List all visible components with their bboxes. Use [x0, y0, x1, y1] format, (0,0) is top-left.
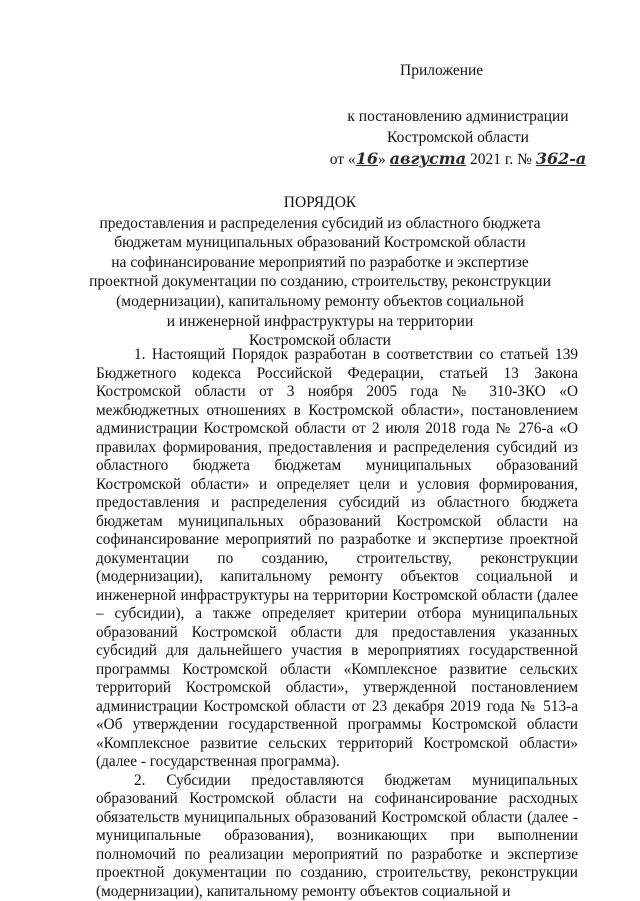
- title-line: бюджетам муниципальных образований Костромской области: [80, 233, 560, 253]
- handwritten-month: августа: [390, 149, 466, 168]
- date-prefix: от «: [330, 151, 356, 168]
- title-line: проектной документации по созданию, строительству, реконструкции: [80, 272, 560, 292]
- date-year: 2021 г. №: [466, 151, 536, 168]
- reference-line-2: Костромской области: [318, 127, 598, 148]
- title-line: (модернизации), капитальному ремонту объектов социальной: [80, 292, 560, 312]
- title-heading: ПОРЯДОК: [80, 193, 560, 213]
- handwritten-day: 16: [356, 149, 378, 168]
- title-line: предоставления и распределения субсидий из областного бюджета: [80, 214, 560, 234]
- date-mid: »: [378, 151, 390, 168]
- title-line: Костромской области: [80, 331, 560, 351]
- document-title: [80, 193, 560, 351]
- appendix-label: Приложение: [400, 62, 483, 80]
- paragraph-2: 2. Субсидии предоставляются бюджетам муниципальных образований Костромской области на софинансирование расходных обязательств муниципальных образований Костромской области (далее - муниципальные образования), возникающих при выполнении полномочий по реализации мероприятий по разработке и экспертизе проектной документации по созданию, строительству, реконструкции (модернизации), капитальному ремонту объектов социальной и: [96, 772, 578, 901]
- reference-line-1: к постановлению администрации: [318, 106, 598, 127]
- paragraph-1: 1. Настоящий Порядок разработан в соответствии со статьей 139 Бюджетного кодекса Российской Федерации, статьей 13 Закона Костромской области от 3 ноября 2005 года № 310-ЗКО «О межбюджетных отношениях в Костромской области», постановлением администрации Костромской области от 2 июля 2018 года № 276-а «О правилах формирования, предоставления и распределения субсидий из областного бюджета бюджетам муниципальных образований Костромской области» и определяет цели и условия формирования, предоставления и распределения субсидий из областного бюджета бюджетам муниципальных образований Костромской области на софинансирование мероприятий по разработке и экспертизе проектной документации по созданию, строительству, реконструкции (модернизации), капитальному ремонту объектов социальной и инженерной инфраструктуры на территории Костромской области (далее – субсидии), а также определяет критерии отбора муниципальных образований Костромской области для предоставления указанных субсидий для дальнейшего участия в мероприятиях государственной программы Костромской области «Комплексное развитие сельских территорий Костромской области», утвержденной постановлением администрации Костромской области от 23 декабря 2019 года № 513-а «Об утверждении государственной программы Костромской области «Комплексное развитие сельских территорий Костромской области» (далее - государственная программа).: [96, 346, 578, 772]
- handwritten-number: 362-а: [536, 149, 586, 168]
- title-line: и инженерной инфраструктуры на территории: [80, 312, 560, 332]
- resolution-date-line: [318, 148, 598, 170]
- resolution-reference: [318, 106, 598, 170]
- document-body: [96, 346, 578, 901]
- title-line: на софинансирование мероприятий по разработке и экспертизе: [80, 253, 560, 273]
